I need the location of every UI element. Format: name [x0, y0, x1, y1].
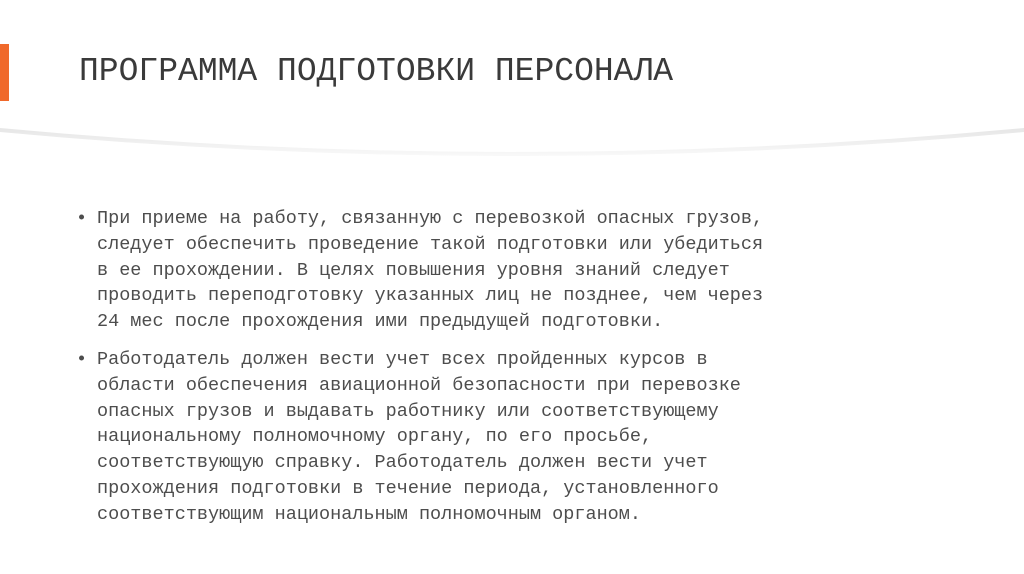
bullet-item: [76, 347, 956, 528]
bullet-text-line: проводить переподготовку указанных лиц не позднее, чем через: [97, 285, 764, 307]
bullet-text-line: соответствующую справку. Работодатель должен вести учет: [97, 452, 708, 474]
bullet-list: [76, 206, 956, 540]
bullet-text-line: в ее прохождении. В целях повышения уровня знаний следует: [97, 259, 730, 281]
bullet-item: [76, 206, 956, 335]
bullet-text-line: соответствующим национальным полномочным органом.: [97, 503, 641, 525]
bullet-text-line: прохождения подготовки в течение периода, установленного: [97, 477, 719, 499]
bullet-text-line: 24 мес после прохождения ими предыдущей подготовки.: [97, 311, 664, 333]
bullet-text-line: национальному полномочному органу, по его просьбе,: [97, 426, 653, 448]
accent-bar: [0, 44, 9, 101]
bullet-marker: •: [76, 208, 88, 229]
title-divider-curve: [0, 118, 1024, 166]
bullet-text-line: При приеме на работу, связанную с перевозкой опасных грузов,: [97, 208, 764, 229]
bullet-marker: •: [76, 348, 88, 370]
slide-title: ПРОГРАММА ПОДГОТОВКИ ПЕРСОНАЛА: [79, 53, 674, 90]
bullet-text-line: области обеспечения авиационной безопасности при перевозке: [97, 374, 741, 396]
bullet-text-line: следует обеспечить проведение такой подготовки или убедиться: [97, 233, 764, 255]
bullet-text-line: Работодатель должен вести учет всех пройденных курсов в: [97, 348, 708, 370]
bullet-text-line: опасных грузов и выдавать работнику или соответствующему: [97, 400, 719, 422]
